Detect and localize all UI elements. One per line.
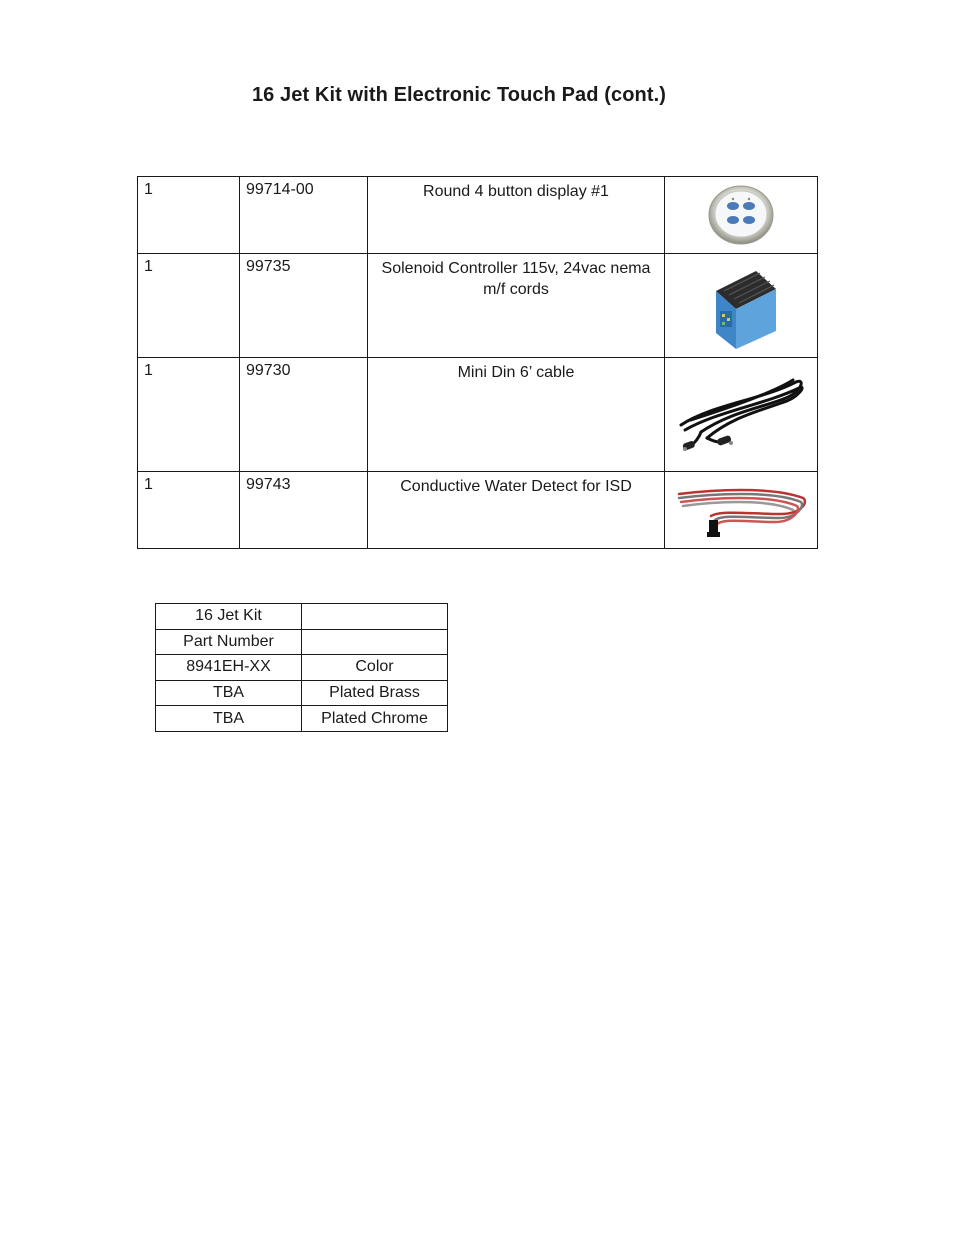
solenoid-controller-photo [696,261,786,351]
description-cell: Round 4 button display #1 [368,177,665,254]
image-cell [665,254,818,358]
part-number-cell: 99714-00 [240,177,368,254]
mini-din-cable-photo [671,370,811,460]
table-row [156,706,448,732]
table-row [156,604,448,630]
kit-table [155,603,448,732]
table-row [138,254,818,358]
kit-cell: Plated Chrome [302,706,448,732]
table-row [138,358,818,472]
image-cell [665,358,818,472]
description-cell: Solenoid Controller 115v, 24vac nema m/f cords [368,254,665,358]
qty-cell: 1 [138,358,240,472]
water-detect-cable-photo [671,480,811,540]
qty-cell: 1 [138,177,240,254]
table-row [156,680,448,706]
kit-cell: 16 Jet Kit [156,604,302,630]
part-number-cell: 99730 [240,358,368,472]
description-cell: Mini Din 6’ cable [368,358,665,472]
description-cell: Conductive Water Detect for ISD [368,472,665,549]
kit-cell: Color [302,655,448,681]
qty-cell: 1 [138,472,240,549]
table-row [156,655,448,681]
table-row [138,472,818,549]
part-number-cell: 99735 [240,254,368,358]
kit-cell: TBA [156,706,302,732]
round-display-photo [706,183,776,247]
kit-cell: 8941EH-XX [156,655,302,681]
page-title: 16 Jet Kit with Electronic Touch Pad (cont.) [251,84,667,106]
part-number-cell: 99743 [240,472,368,549]
parts-table [137,176,818,549]
kit-cell: Part Number [156,629,302,655]
qty-cell: 1 [138,254,240,358]
kit-cell: TBA [156,680,302,706]
table-row [138,177,818,254]
kit-cell: Plated Brass [302,680,448,706]
image-cell [665,472,818,549]
image-cell [665,177,818,254]
kit-cell [302,629,448,655]
table-row [156,629,448,655]
kit-cell [302,604,448,630]
